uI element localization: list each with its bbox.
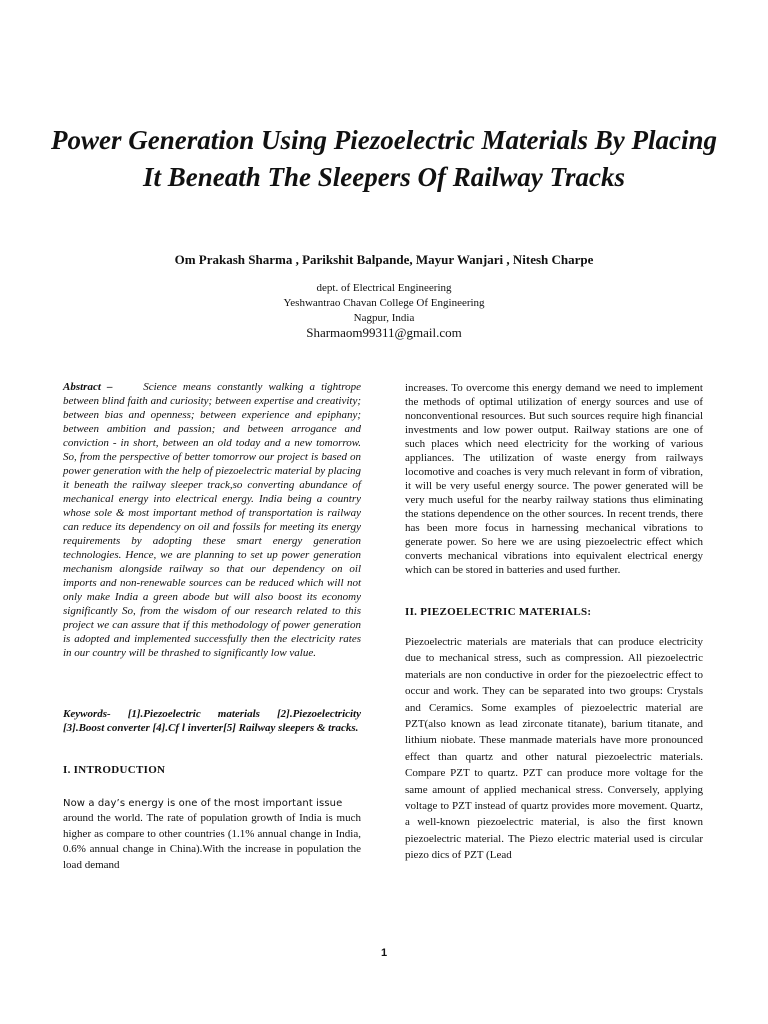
author-list: Om Prakash Sharma , Parikshit Balpande, Mayur Wanjari , Nitesh Charpe (174, 252, 594, 267)
author-email: Sharmaom99311@gmail.com (306, 325, 462, 340)
piezo-text: Piezoelectric materials are materials that can produce electricity due to mechanical stress, such as compression. All piezoelectric materials are non conductive in order for the piezoelectric effect to occur and work. They can be separated into two groups: Crystals and Ceramics. Some examples of piezoelectric material are PZT(also known as lead zirconate titanate), barium titanate, and lithium niobate. These manmade materials have more pronounced effect than quartz and other natural piezoelectric materials. Compare PZT to quartz. PZT can produce more voltage for the same amount of applied mechanical stress. Conversely, applying voltage to PZT instead of quartz provides more movement. Quartz, a well-known piezoelectric material, is also the first known piezoelectric material. The Piezo electric material used is circular piezo dics of PZT (Lead (405, 636, 703, 862)
piezo-heading: II. PIEZOELECTRIC MATERIALS: (405, 606, 592, 618)
abstract-text: Science means constantly walking a tightrope between blind faith and curiosity; between expertise and creativity; between bias and openness; between experience and epiphany; between ambition and passion; and between arrogance and conviction - in short, between an old today and a new tomorrow. So, from the perspective of better tomorrow our project is based on power generation with the help of piezoelectric material by placing it beneath the railway sleeper track,so converting abundance of mechanical energy into electrical energy. India being a country whose sole & most important method of transportation is railway can reduce its dependency on oil and fossils for meeting its energy requirements by adopting these smart energy generation technologies. Hence, we are planning to set up power generation mechanism alongside railway so that our dependency on oil imports and non-renewable sources can be reduced which will not only make India a green abode but will also boost its economy significantly So, from the wisdom of our research related to this project we can assure that if this methodology of power generation is adopted and implemented successfully then the electricity rates in our country will be thrashed to significantly low value. (63, 381, 361, 659)
affiliation-dept: dept. of Electrical Engineering (316, 282, 452, 294)
intro-text: around the world. The rate of population growth of India is much higher as compare to other countries (1.1% annual change in India, 0.6% annual change in China).With the increase in population the load demand (63, 812, 361, 871)
affiliation-city: Nagpur, India (353, 312, 415, 324)
affiliation-college: Yeshwantrao Chavan College Of Engineering (283, 297, 485, 309)
intro-continued: increases. To overcome this energy demand we need to implement the methods of optimal utilization of energy sources and use of nonconventional resources. But such sources require high financial investments and low power output. Railway stations are one of such places which need electricity for the working of various appliances. The utilization of waste energy from railways locomotive and coaches is very much relevant in form of vibration, it will be very useful energy source. The power generated will be very much useful for the nearby railway stations thus eliminating the stations dependence on the other sources. In recent trends, there has been more focus in harnessing mechanical vibrations to generate power. So here we are using piezoelectric effect which converts mechanical vibrations into equivalent electrical energy which can be stored in batteries and used further. (405, 382, 703, 576)
intro-heading: I. INTRODUCTION (63, 764, 166, 776)
right-column (405, 381, 703, 864)
keywords: Keywords- [1].Piezoelectric materials [2].Piezoelectricity [3].Boost converter [4].Cf l inverter[5] Railway sleepers & tracks. (63, 708, 361, 734)
affiliation (130, 281, 638, 326)
abstract-label: Abstract – (63, 381, 113, 393)
piezo-section (405, 634, 703, 864)
paper-title: Power Generation Using Piezoelectric Materials By Placing It Beneath The Sleepers Of Railway Tracks (51, 125, 717, 192)
left-column (63, 380, 361, 873)
page-number: 1 (380, 947, 388, 959)
abstract (63, 380, 361, 660)
intro-first-line: Now a day’s energy is one of the most important issue (63, 798, 343, 809)
